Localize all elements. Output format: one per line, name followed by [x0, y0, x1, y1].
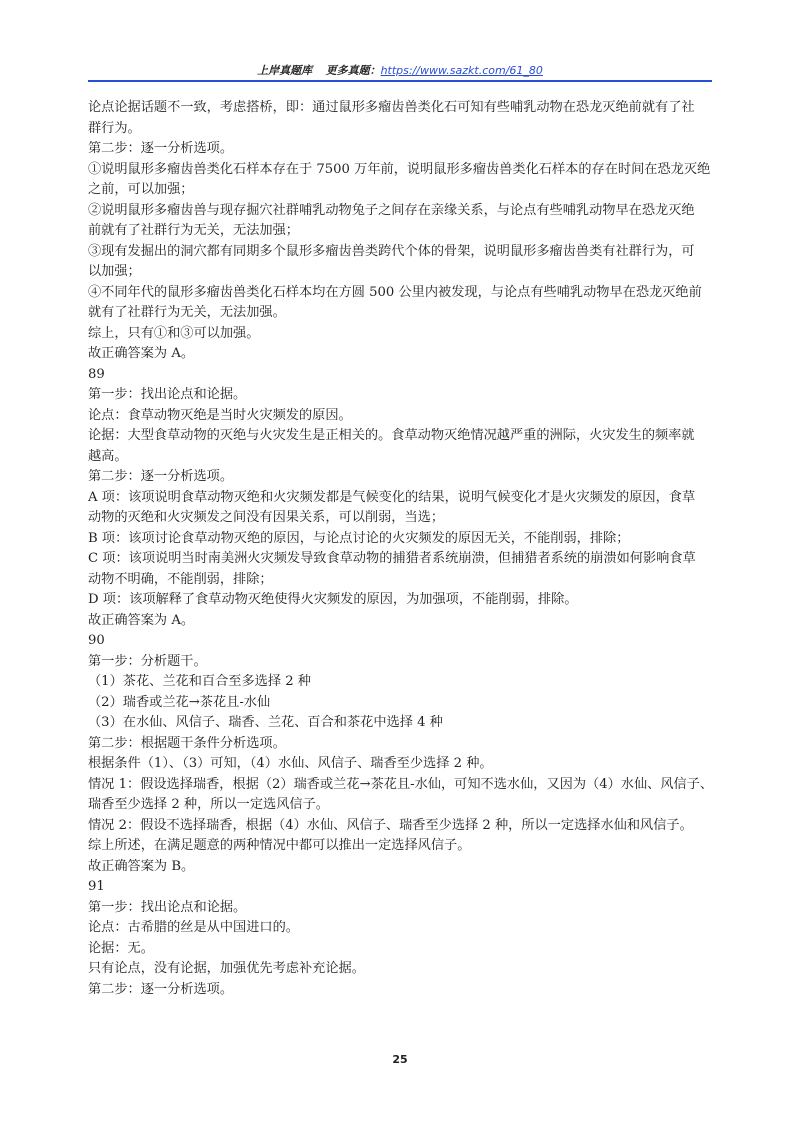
text-line: 只有论点，没有论据，加强优先考虑补充论据。	[88, 961, 365, 976]
text-line: 论据：大型食草动物的灭绝与火灾发生是正相关的。食草动物灭绝情况越严重的洲际，火灾发生的频率就	[88, 428, 695, 443]
text-line: ①说明鼠形多瘤齿兽类化石样本存在于 7500 万年前，说明鼠形多瘤齿兽类化石样本的存在时间在恐龙灭绝	[88, 161, 711, 177]
text-line: 动物不明确，不能削弱，排除；	[88, 571, 273, 587]
text-line: 故正确答案为 A。	[88, 612, 195, 628]
text-line: 论点论据话题不一致，考虑搭桥，即：通过鼠形多瘤齿兽类化石可知有些哺乳动物在恐龙灭绝前就有了社	[88, 100, 695, 115]
text-line: （2）瑞香或兰花→茶花且-水仙	[88, 694, 271, 710]
header-rule	[88, 80, 712, 82]
question-number: 90	[88, 633, 105, 648]
text-line: 第一步：找出论点和论据。	[88, 387, 247, 402]
document-body	[88, 98, 728, 1000]
text-line: 第二步：根据题干条件分析选项。	[88, 735, 286, 751]
text-line: 综上所述，在满足题意的两种情况中都可以推出一定选择风信子。	[88, 838, 471, 853]
text-line: ②说明鼠形多瘤齿兽与现存掘穴社群哺乳动物兔子之间存在亲缘关系，与论点有些哺乳动物早在恐龙灭绝	[88, 202, 695, 218]
text-line: ④不同年代的鼠形多瘤齿兽类化石样本均在方圆 500 公里内被发现，与论点有些哺乳动物早在恐龙灭绝前	[88, 284, 702, 300]
text-line: 前就有了社群行为无关，无法加强；	[88, 223, 299, 238]
text-line: 瑞香至少选择 2 种，所以一定选风信子。	[88, 797, 329, 812]
text-line: 情况 2：假设不选择瑞香，根据（4）水仙、风信子、瑞香至少选择 2 种，所以一定选择水仙和风信子。	[88, 817, 693, 833]
text-line: D 项：该项解释了食草动物灭绝使得火灾频发的原因，为加强项，不能削弱，排除。	[88, 592, 578, 607]
header-more-label: 更多真题：	[325, 64, 381, 77]
text-line: 综上，只有①和③可以加强。	[88, 325, 260, 341]
text-line: 根据条件（1）、（3）可知，（4）水仙、风信子、瑞香至少选择 2 种。	[88, 756, 493, 771]
question-number: 89	[88, 366, 105, 382]
text-line: 论据：无。	[88, 940, 154, 956]
text-line: 群行为。	[88, 120, 141, 136]
text-line: 第二步：逐一分析选项。	[88, 981, 234, 997]
text-line: B 项：该项讨论食草动物灭绝的原因，与论点讨论的火灾频发的原因无关，不能削弱，排除；	[88, 530, 630, 546]
page-header	[88, 62, 712, 78]
text-line: ③现有发掘出的洞穴都有同期多个鼠形多瘤齿兽类跨代个体的骨架，说明鼠形多瘤齿兽类有社群行为，可	[88, 243, 695, 259]
header-site-name: 上岸真题库	[257, 64, 313, 77]
text-line: A 项：该项说明食草动物灭绝和火灾频发都是气候变化的结果，说明气候变化才是火灾频发的原因，食草	[88, 489, 696, 505]
text-line: C 项：该项说明当时南美洲火灾频发导致食草动物的捕猎者系统崩溃，但捕猎者系统的崩溃如何影响食草	[88, 551, 696, 566]
text-line: （1）茶花、兰花和百合至多选择 2 种	[88, 674, 311, 689]
text-line: 就有了社群行为无关，无法加强。	[88, 305, 286, 320]
page-number: 25	[392, 1053, 408, 1066]
text-line: 第二步：逐一分析选项。	[88, 141, 234, 156]
text-line: 动物的灭绝和火灾频发之间没有因果关系，可以削弱，当选；	[88, 510, 445, 525]
text-line: 越高。	[88, 448, 128, 464]
text-line: 情况 1：假设选择瑞香，根据（2）瑞香或兰花→茶花且-水仙，可知不选水仙，又因为（4）水仙、风信子、	[88, 776, 714, 792]
text-line: 以加强；	[88, 264, 141, 279]
text-line: 故正确答案为 A。	[88, 346, 195, 361]
text-line: 之前，可以加强；	[88, 182, 194, 197]
text-line: 论点：古希腊的丝是从中国进口的。	[88, 920, 299, 935]
header-link[interactable]: https://www.sazkt.com/61_80	[380, 64, 543, 77]
text-line: 第一步：找出论点和论据。	[88, 899, 247, 915]
question-number: 91	[88, 879, 105, 894]
text-line: （3）在水仙、风信子、瑞香、兰花、百合和茶花中选择 4 种	[88, 715, 443, 730]
text-line: 第二步：逐一分析选项。	[88, 469, 234, 484]
text-line: 论点：食草动物灭绝是当时火灾频发的原因。	[88, 407, 352, 423]
text-line: 故正确答案为 B。	[88, 858, 195, 874]
text-line: 第一步：分析题干。	[88, 653, 207, 669]
